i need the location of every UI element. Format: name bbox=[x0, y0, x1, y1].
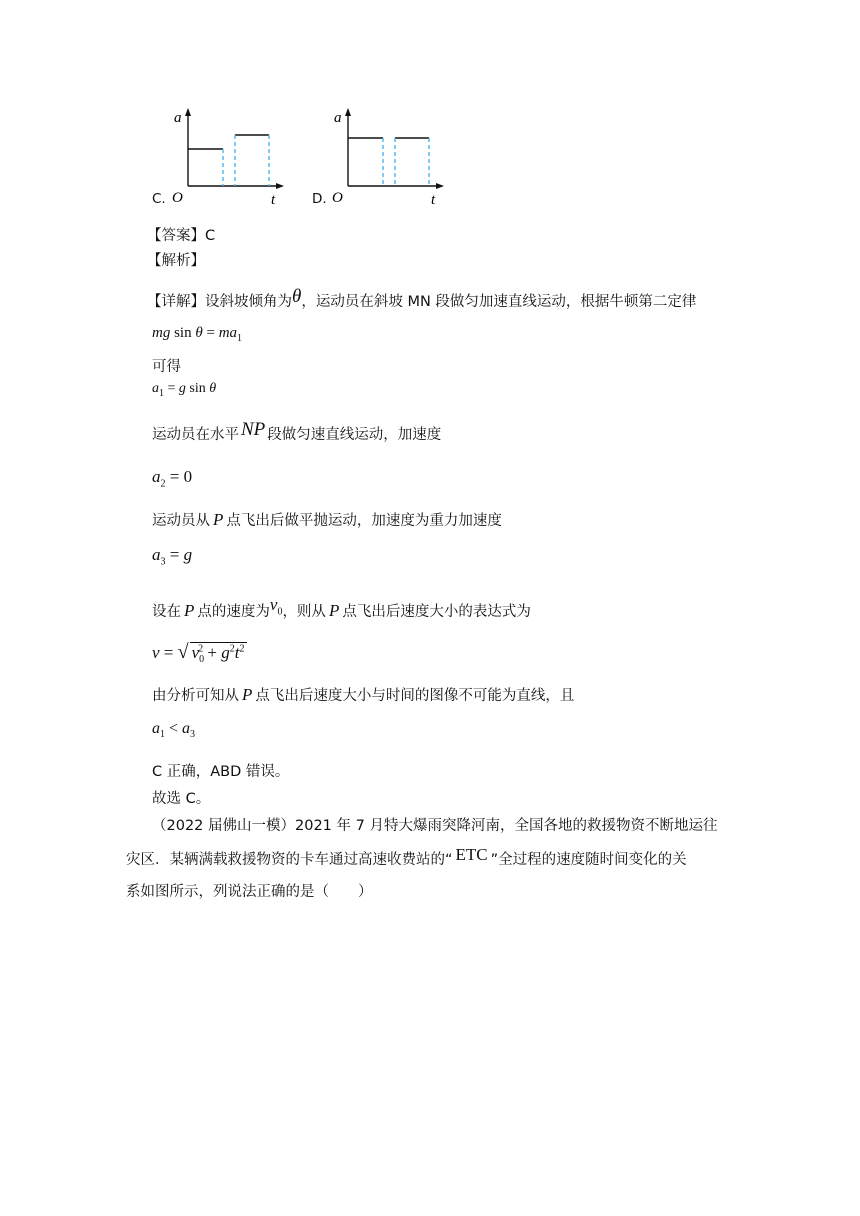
equation-6: $a_1 < a_3$ bbox=[152, 720, 196, 741]
option-c-graph bbox=[168, 106, 288, 206]
equation-3: $a_2 = 0$ bbox=[152, 467, 193, 490]
equation-5: v = √ $v_0^2 + g^2t^2$ bbox=[152, 641, 245, 666]
next-question-line-1: （2022 届佛山一模）2021 年 7 月特大爆雨突降河南，全国各地的救援物资不断地运往 bbox=[152, 818, 718, 834]
option-d-origin: O bbox=[332, 190, 343, 206]
detail-line-5: 由分析可知从 P 点飞出后速度大小与时间的图像不可能为直线，且 bbox=[152, 685, 575, 704]
detail-line-4: 设在 P 点的速度为$v_0$，则从 P 点飞出后速度大小的表达式为 bbox=[152, 595, 531, 620]
np-symbol: NP bbox=[241, 419, 266, 440]
option-c-axis-t: t bbox=[271, 192, 276, 206]
option-c-axis-a: a bbox=[174, 110, 182, 126]
equation-2: $a_1 = g$ sin θ bbox=[152, 381, 217, 399]
thus-text: 可得 bbox=[152, 359, 181, 375]
detail-line-3: 运动员从 P 点飞出后做平抛运动，加速度为重力加速度 bbox=[152, 510, 502, 529]
etc-label: ETC bbox=[455, 845, 488, 864]
detail-line-1: 【详解】设斜坡倾角为θ，运动员在斜坡 MN 段做匀加速直线运动，根据牛顿第二定律 bbox=[147, 286, 697, 310]
equation-4: $a_3 = g$ bbox=[152, 545, 193, 568]
option-d-axis-a: a bbox=[334, 110, 342, 126]
next-question-line-2: 灾区．某辆满载救援物资的卡车通过高速收费站的“ ETC ”全过程的速度随时间变化的关 bbox=[126, 845, 687, 868]
option-c-origin: O bbox=[172, 190, 183, 206]
theta-symbol: θ bbox=[292, 286, 302, 307]
analysis-heading: 【解析】 bbox=[147, 253, 205, 269]
option-d-label: D. bbox=[312, 191, 327, 207]
option-c-label: C. bbox=[152, 191, 166, 207]
equation-1: mg $\sin \theta = ma_1$ bbox=[152, 325, 243, 344]
detail-line-2: 运动员在水平 NP 段做匀速直线运动，加速度 bbox=[152, 419, 442, 443]
next-question-line-3: 系如图所示，列说法正确的是（ ） bbox=[126, 884, 373, 900]
choice-text: 故选 C。 bbox=[152, 791, 211, 807]
conclusion-text: C 正确，ABD 错误。 bbox=[152, 764, 290, 780]
option-d-axis-t: t bbox=[431, 192, 436, 206]
answer-line: 【答案】C bbox=[147, 228, 216, 244]
option-d-graph bbox=[328, 106, 448, 206]
